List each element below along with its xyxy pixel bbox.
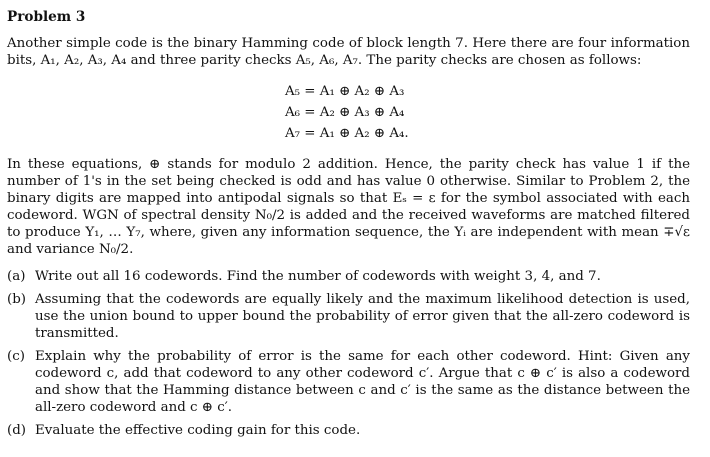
part-d: [7, 422, 690, 439]
part-c-label: (c): [7, 349, 25, 364]
part-b: [7, 291, 690, 342]
parity-equations: [285, 81, 690, 144]
equation-a5: A₅ = A₁ ⊕ A₂ ⊕ A₃: [285, 84, 405, 99]
part-a-text: Write out all 16 codewords. Find the number of codewords with weight 3, 4, and 7.: [35, 269, 601, 284]
part-a-label: (a): [7, 269, 26, 284]
equation-a6: A₆ = A₂ ⊕ A₃ ⊕ A₄: [285, 105, 405, 120]
problem-document: [7, 9, 690, 445]
part-b-label: (b): [7, 292, 27, 307]
equation-a7: A₇ = A₁ ⊕ A₂ ⊕ A₄.: [285, 126, 409, 141]
question-parts: [7, 268, 690, 439]
part-b-text: Assuming that the codewords are equally likely and the maximum likelihood detection is used, use the union bound to upper bound the probability of error given that the all-zero codeword is transmitted.: [35, 292, 690, 341]
part-c-text: Explain why the probability of error is the same for each other codeword. Hint: Given any codeword c, add that codeword to any other codeword c′. Argue that c ⊕ c′ is also a codeword and show that the Hamming distance between c and c′ is the same as the distance between the all-zero codeword and c ⊕ c′.: [35, 349, 690, 415]
explanation-paragraph: In these equations, ⊕ stands for modulo 2 addition. Hence, the parity check has value 1 if the number of 1's in the set being checked is odd and has value 0 otherwise. Similar to Problem 2, the binary digits are mapped into antipodal signals so that Eₛ = ε for the symbol associated with each codeword. WGN of spectral density N₀/2 is added and the received waveforms are matched filtered to produce Y₁, … Y₇, where, given any information sequence, the Yᵢ are independent with mean ∓√ε and variance N₀/2.: [7, 157, 690, 257]
part-d-text: Evaluate the effective coding gain for this code.: [35, 423, 361, 438]
intro-paragraph: Another simple code is the binary Hamming code of block length 7. Here there are four information bits, A₁, A₂, A₃, A₄ and three parity checks A₅, A₆, A₇. The parity checks are chosen as follows:: [7, 36, 690, 68]
problem-title: Problem 3: [7, 9, 86, 25]
part-a: [7, 268, 690, 285]
part-c: [7, 348, 690, 416]
part-d-label: (d): [7, 423, 27, 438]
